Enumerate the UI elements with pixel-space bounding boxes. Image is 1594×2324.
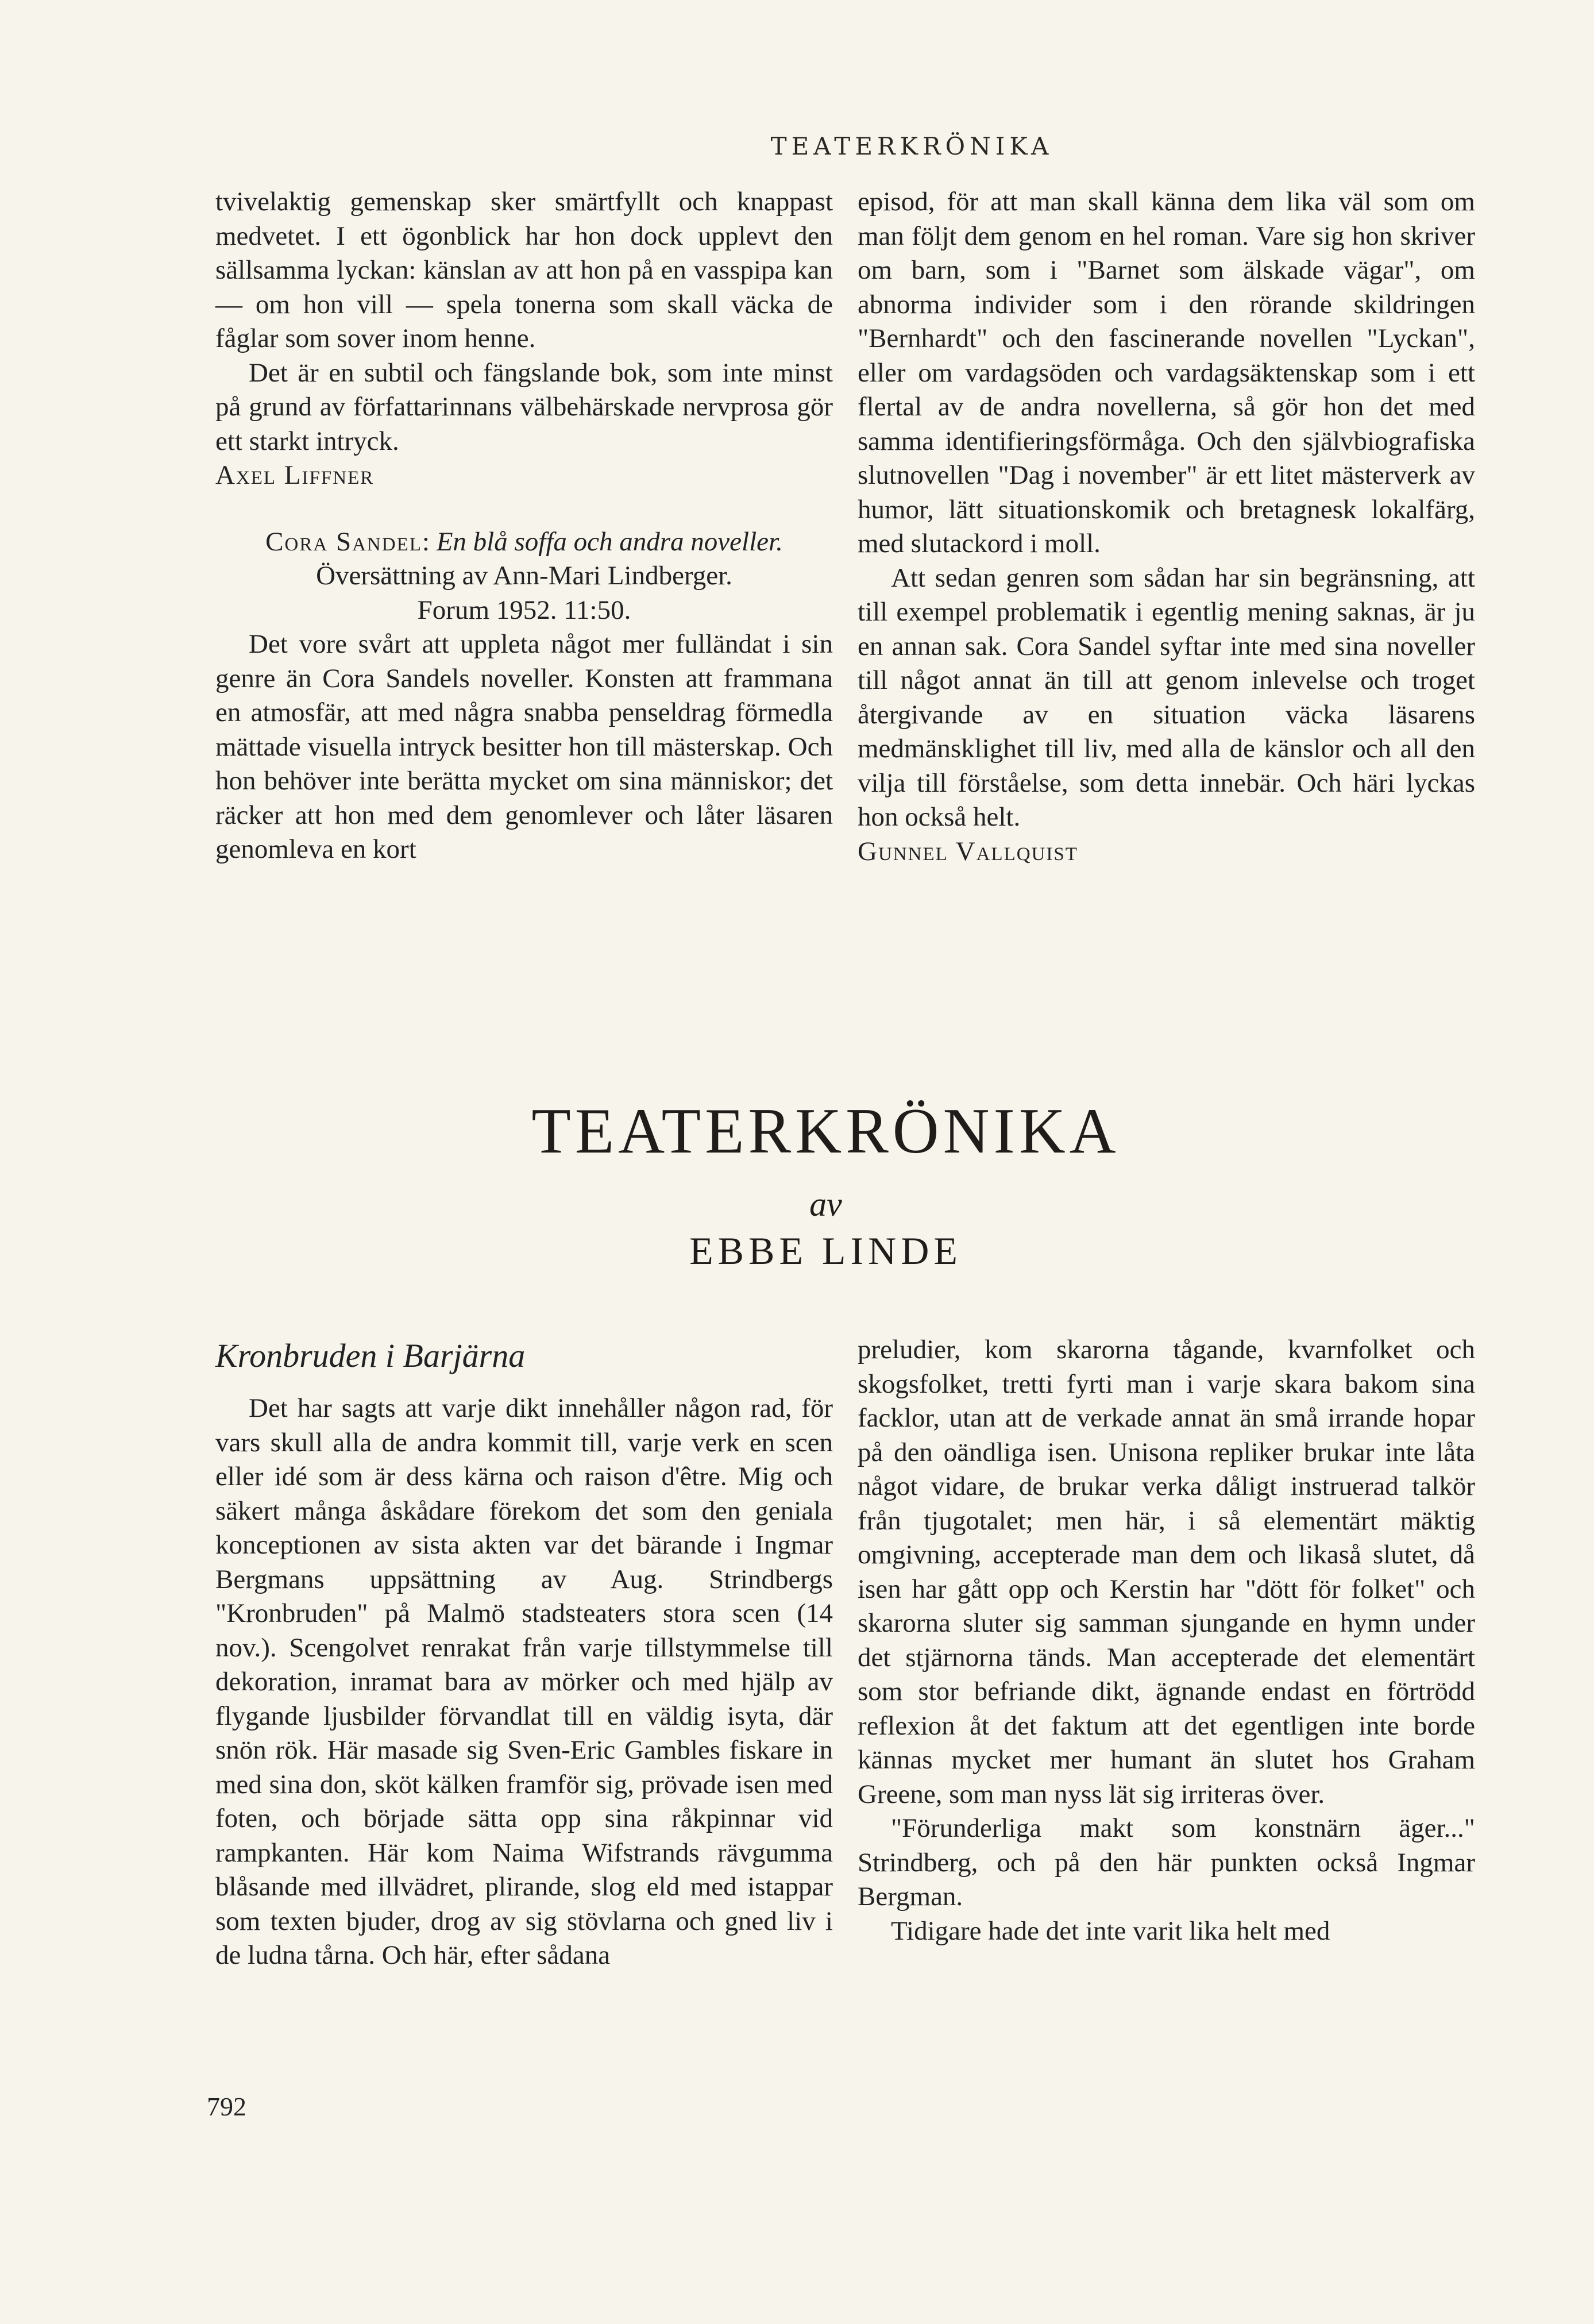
section-author: EBBE LINDE — [689, 1229, 962, 1273]
paragraph: Tidigare hade det inte varit lika helt med — [891, 1916, 1330, 1946]
page-number: 792 — [207, 2092, 246, 2121]
section-title: TEATERKRÖNIKA — [531, 1096, 1120, 1167]
bottom-left-column — [215, 1333, 833, 1973]
running-head: TEATERKRÖNIKA — [770, 132, 1053, 160]
review-header — [215, 525, 833, 628]
paragraph: episod, för att man skall känna dem lika väl som om man följt dem genom en hel roman. Vare sig hon skriver om barn, som i "Barnet som älskade vägar", om abnorma individer som i den rörande skildringen "Bernhardt" och den fascinerande novellen "Lyckan", eller om vardagsöden och vardagsäktenskap som i ett flertal av de andra novellerna, så gör hon det med samma identifieringsförmåga. Och den självbiografiska slutnovellen "Dag i november" är ett litet mästerverk av humor, lätt situationskomik och bretagnesk lokalfärg, med slutackord i moll. — [858, 187, 1475, 558]
review-publisher: Forum 1952. 11:50. — [417, 595, 631, 625]
top-right-column — [858, 185, 1475, 869]
paragraph: Det vore svårt att uppleta något mer fulländat i sin genre än Cora Sandels noveller. Konsten att frammana en atmosfär, att med några snabba penseldrag förmedla mättade visuella intryck besitter hon till mästerskap. Och hon behöver inte berätta mycket om sina människor; det räcker att hon med dem genomlever och låter läsaren genomleva en kort — [215, 629, 833, 864]
paragraph: preludier, kom skarorna tågande, kvarnfolket och skogsfolket, tretti fyrti man i varje skara bakom sina facklor, utan att de verkade annat än små irrande hopar på den oändliga isen. Unisona repliker brukar inte låta något vidare, de brukar verka dåligt instruerad talkör från tjugotalet; men här, i så elementärt mäktig omgivning, accepterade man dem och likaså slutet, då isen har gått opp och Kerstin har "dött för folket" och skarorna sluter sig samman sjungande en hymn under det stjärnorna tänds. Man accepterade det elementärt som stor befriande dikt, ägnande endast en förtrödd reflexion åt det faktum att det egentligen inte borde kännas mycket mer humant än slutet hos Graham Greene, som man nyss lät sig irriteras över. — [858, 1335, 1475, 1809]
reviewer-signature: Axel Liffner — [215, 460, 375, 490]
top-left-column — [215, 185, 833, 867]
paragraph: tvivelaktig gemenskap sker smärtfyllt och knappast medvetet. I ett ögonblick har hon dock upplevt den sällsamma lyckan: känslan av att hon på en vasspipa kan — om hon vill — spela tonerna som skall väcka de fåglar som sover inom henne. — [215, 187, 833, 353]
article-subheading: Kronbruden i Barjärna — [215, 1337, 526, 1374]
reviewer-signature: Gunnel Vallquist — [858, 836, 1078, 866]
paragraph: Att sedan genren som sådan har sin begränsning, att till exempel problematik i egentlig mening saknas, är ju en annan sak. Cora Sandel syftar inte med sina noveller till något annat än till att genom inlevelse och troget återgivande av en situation väcka läsarens medmänsklighet till liv, med alla de känslor och all den vilja till förståelse, som detta innebär. Och häri lyckas hon också helt. — [858, 562, 1475, 832]
bottom-right-column — [858, 1333, 1475, 1948]
paragraph: "Förunderliga makt som konstnärn äger..." Strindberg, och på den här punkten också Ingmar Bergman. — [858, 1813, 1475, 1911]
section-av: av — [809, 1185, 842, 1223]
review-title-line — [215, 525, 833, 560]
review-colon: : — [422, 526, 430, 557]
review-author: Cora Sandel — [265, 526, 422, 557]
review-translation: Översättning av Ann-Mari Lindberger. — [316, 561, 732, 591]
paragraph: Det är en subtil och fängslande bok, som inte minst på grund av författarinnans välbehärskade nervprosa gör ett starkt intryck. — [215, 357, 833, 456]
review-book-title: En blå soffa och andra noveller. — [436, 526, 783, 557]
paragraph: Det har sagts att varje dikt innehåller någon rad, för vars skull alla de andra kommit till, varje verk en scen eller idé som är dess kärna och raison d'être. Mig och säkert många åskådare förekom det som den geniala konceptionen av sista akten var det bärande i Ingmar Bergmans uppsättning av Aug. Strindbergs "Kronbruden" på Malmö stadsteaters stora scen (14 nov.). Scengolvet renrakat från varje tillstymmelse till dekoration, inramat bara av mörker och med hjälp av flygande ljusbilder förvandlat till en väldig isyta, där snön rök. Här masade sig Sven-Eric Gambles fiskare in med sina don, sköt kälken framför sig, prövade isen med foten, och började sätta opp sina råkpinnar vid rampkanten. Här kom Naima Wifstrands rävgumma blåsande med illvädret, plirande, slog eld med istappar som texten bjuder, drog av sig stövlarna och gned liv i de ludna tårna. Och här, efter sådana — [215, 1393, 833, 1970]
